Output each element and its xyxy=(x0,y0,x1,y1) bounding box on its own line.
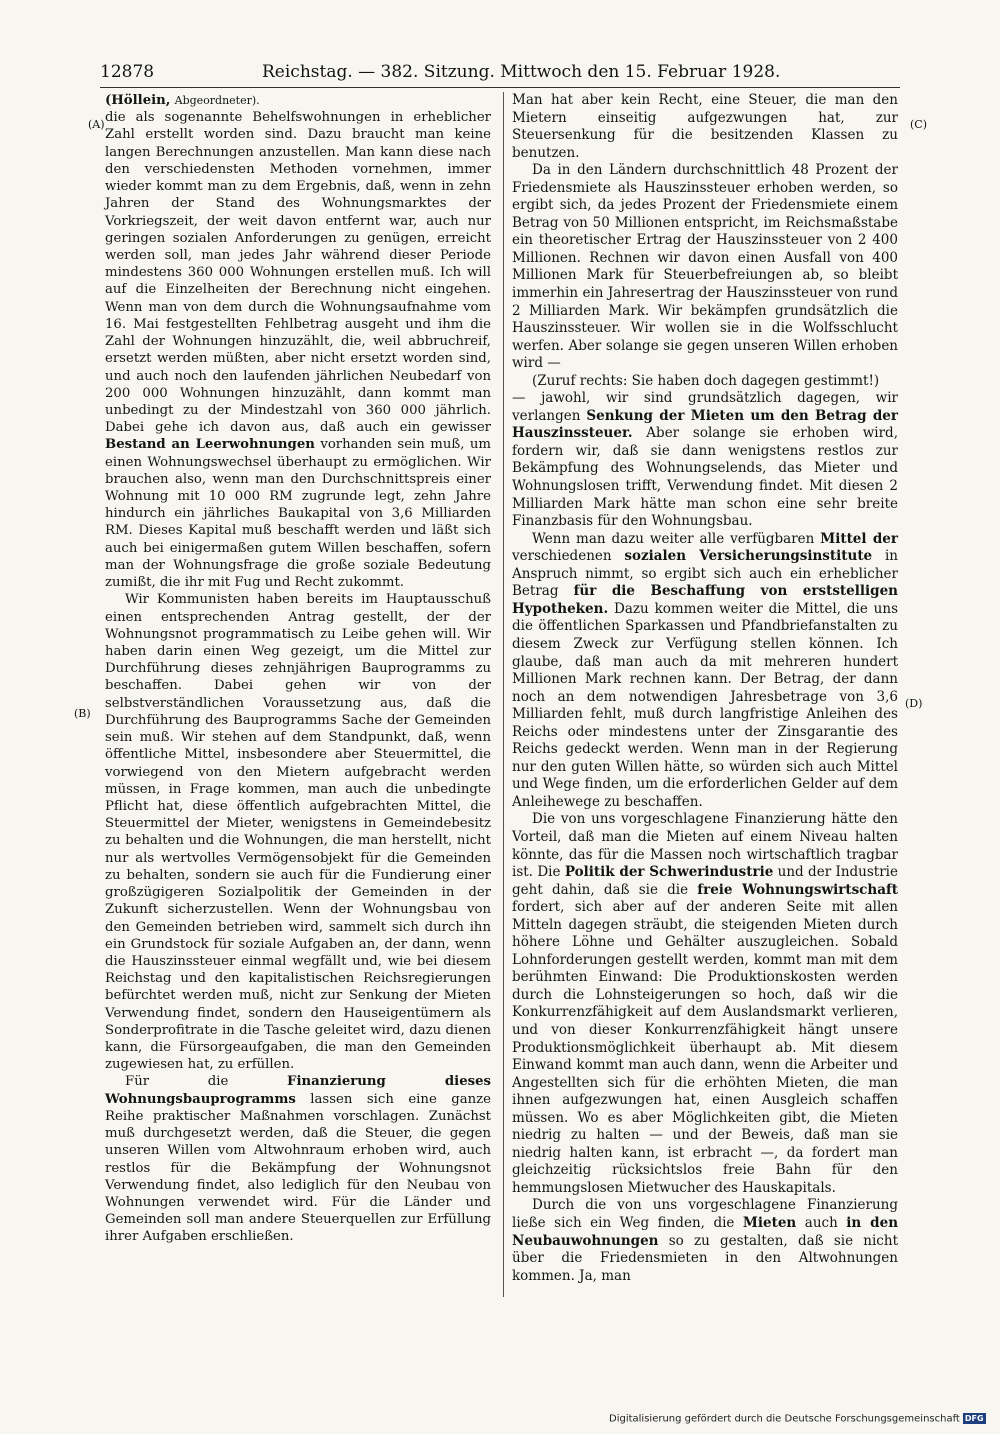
text-span: Dazu kommen weiter die Mittel, die uns die öffentlichen Sparkassen und Pfandbriefanstalten zu diesem Zweck zur Verfügung stellen können. Ich glaube, daß man auch da mit mehreren hundert Millionen Mark rechnen kann. Der Betrag, der dann noch an dem notwendigen Jahresbetrage von 3,6 Milliarden fehlt, muß durch langfristige Anleihen des Reichs oder mindestens unter der Zinsgarantie des Reichs gedeckt werden. Wenn man in der Regierung nur den guten Willen hätte, so würden sich auch Mittel und Wege finden, um die erforderlichen Gelder auf dem Anleihewege zu beschaffen. xyxy=(512,600,899,810)
page-header xyxy=(100,62,900,86)
right-paragraph-4 xyxy=(512,531,898,812)
margin-mark-c: (C) xyxy=(910,118,927,131)
margin-mark-d: (D) xyxy=(905,697,923,710)
speaker-line xyxy=(105,92,491,109)
interjection: (Zuruf rechts: Sie haben doch dagegen gestimmt!) xyxy=(532,372,880,389)
left-paragraph-1 xyxy=(105,109,491,591)
right-paragraph-5 xyxy=(512,811,898,1197)
text-span: Die von uns vorgeschlagene Finanzierung hätte den Vorteil, daß man die Mieten auf einem Niveau halten könnte, das für die Massen noch wirtschaftlich tragbar ist. Die xyxy=(512,811,898,881)
right-column xyxy=(512,92,898,1285)
page-number: 12878 xyxy=(100,62,155,82)
emphasis: Politik der Schwerindustrie xyxy=(564,864,774,881)
emphasis: Mittel der xyxy=(820,530,898,547)
dfg-logo: DFG xyxy=(964,1414,984,1423)
emphasis: Senkung der Mieten um den Betrag der Hauszinssteuer. xyxy=(512,407,898,442)
margin-mark-a: (A) xyxy=(88,118,105,131)
emphasis: in den Neubauwohnungen xyxy=(512,1215,899,1249)
right-paragraph-3 xyxy=(512,390,898,530)
digitization-credit xyxy=(609,1413,986,1425)
column-separator xyxy=(503,92,504,1297)
text-span: die als sogenannte Behelfswohnungen in erheblicher Zahl erstellt worden sind. Dazu braucht man keine langen Berechnungen anzustellen. Man kann diese nach den verschiedensten Methoden vornehmen, immer wieder kommt man zu dem Ergebnis, daß, wenn in zehn Jahren der Stand des Wohnungsmarktes der Vorkriegszeit, der weit davon entfernt war, auch nur geringen sozialen Anforderungen zu genügen, erreicht werden soll, man jedes Jahr während dieser Periode mindestens 360 000 Wohnungen erstellen muß. Ich will auf die Einzelheiten der Berechnung nicht eingehen. Wenn man von dem durch die Wohnungsaufnahme vom 16. Mai festgestellten Fehlbetrag ausgeht und ihm die Zahl der Wohnungen hinzuzählt, die, weil abbruchreif, ersetzt werden müßten, aber nicht ersetzt worden sind, und auch noch den laufenden jährlichen Neubedarf von 200 000 Wohnungen hinzuzählt, dann kommt man unbedingt zu der Mindestzahl von 360 000 jährlich. Dabei gehe ich davon aus, daß auch ein gewisser xyxy=(105,110,491,436)
left-paragraph-2: Wir Kommunisten haben bereits im Hauptausschuß einen entsprechenden Antrag gestellt, der der Wohnungsnot programmatisch zu Leibe gehen will. Wir haben darin einen Weg gezeigt, um die Mittel zur Durchführung dieses zehnjährigen Bauprogramms zu beschaffen. Dabei gehen wir von der selbstverständlichen Voraussetzung aus, daß die Durchführung des Bauprogramms Sache der Gemeinden sein muß. Wir stehen auf dem Standpunkt, daß, wenn öffentliche Mittel, insbesondere aber Steuermittel, die vorwiegend von den Mietern aufgebracht werden müssen, in Frage kommen, man auch die unbedingte Pflicht hat, diese öffentlich aufgebrachten Mittel, die Steuermittel der Mieter, wenigstens in Gemeindebesitz zu behalten und die Wohnungen, die man herstellt, nicht nur als wertvolles Vermögensobjekt für die Gemeinden zu behalten, sondern sie auch für die Fundierung einer großzügigeren Sozialpolitik der Gemeinden in der Zukunft sicherzustellen. Wenn der Wohnungsbau von den Gemeinden betrieben wird, sammelt sich durch ihn ein Grundstock für soziale Aufgaben an, der dann, wenn die Hauszinssteuer einmal wegfällt und, wie bei diesem Reichstag und den kapitalistischen Reichsregierungen befürchtet werden muß, nicht zur Senkung der Mieten Verwendung findet, sondern den Hauseigentümern als Sonderprofitrate in die Tasche geleitet wird, dazu dienen kann, die Fürsorgeaufgaben, die man den Gemeinden zugewiesen hat, zu erfüllen. xyxy=(105,592,491,1073)
margin-mark-b: (B) xyxy=(74,707,91,720)
header-rule xyxy=(100,87,900,88)
text-span: Wenn man dazu weiter alle verfügbaren xyxy=(532,530,815,547)
emphasis: für die Beschaffung von erststelligen Hypotheken. xyxy=(512,583,898,617)
text-span: fordert, sich aber auf der anderen Seite mit allen Mitteln dagegen sträubt, die steigenden Mieten durch höhere Löhne und Gehälter auszugleichen. Sobald Lohnforderungen gestellt werden, kommt man mit dem berühmten Einwand: Die Produktionskosten werden durch die Lohnsteigerungen so hoch, daß wir die Konkurrenzfähigkeit auf dem Auslandsmarkt verlieren, und von dieser Konkurrenzfähigkeit hängt unsere Produktionsmöglichkeit überhaupt ab. Mit diesem Einwand kommt man auch dann, wenn die Arbeiter und Angestellten sich für die erhöhten Mieten, die man ihnen aufgezwungen hat, einen Ausgleich schaffen müssen. Wo es aber Möglichkeiten gibt, die Mieten niedrig zu halten — und der Beweis, daß man sie niedrig halten kann, ist erbracht —, da fordert man gleichzeitig rücksichtslos freie Bahn für den hemmungslosen Mietwucher des Hauskapitals. xyxy=(512,899,898,1196)
text-span: und der Industrie geht dahin, daß sie die xyxy=(512,864,898,898)
right-paragraph-1: Man hat aber kein Recht, eine Steuer, die man den Mietern einseitig aufgezwungen hat, zur Steuersenkung für die besitzenden Klassen zu benutzen. xyxy=(512,92,898,161)
text-span: verschiedenen xyxy=(512,548,612,565)
emphasis: freie Wohnungswirtschaft xyxy=(697,881,898,898)
left-column xyxy=(105,92,491,1246)
text-span: — jawohl, wir sind grundsätzlich dagegen, wir verlangen xyxy=(512,390,898,424)
credit-text: Digitalisierung gefördert durch die Deutsche Forschungsgemeinschaft xyxy=(609,1413,960,1425)
text-span: lassen sich eine ganze Reihe praktischer Maßnahmen vorschlagen. Zunächst muß durchgesetzt werden, daß die Steuer, die gegen unseren Willen vom Altwohnraum erhoben wird, auch restlos für die Bekämpfung der Wohnungsnot Verwendung findet, also lediglich für den Neubau von Wohnungen verwendet wird. Für die Länder und Gemeinden soll man andere Steuerquellen zur Erfüllung ihrer Aufgaben erschließen. xyxy=(105,1091,491,1245)
right-paragraph-2: Da in den Ländern durchschnittlich 48 Prozent der Friedensmiete als Hauszinssteuer erhoben werden, so ergibt sich, da jedes Prozent der Friedensmiete einem Betrag von 50 Millionen entspricht, im Reichsmaßstabe ein theoretischer Ertrag der Hauszinssteuer von 2 400 Millionen. Rechnen wir davon einen Ausfall von 400 Millionen Mark für Steuerbefreiungen ab, so bleibt immerhin ein Jahresertrag der Hauszinssteuer von rund 2 Milliarden Mark. Wir bekämpfen grundsätzlich die Hauszinssteuer. Wir wollen sie in die Wolfsschlucht werfen. Aber solange sie gegen unseren Willen erhoben wird — xyxy=(512,162,898,372)
running-title: Reichstag. — 382. Sitzung. Mittwoch den 15. Februar 1928. xyxy=(262,62,781,82)
text-span: Durch die von uns vorgeschlagene Finanzierung ließe sich ein Weg finden, die xyxy=(512,1197,898,1231)
emphasis: Finanzierung dieses Wohnungsbauprogramms xyxy=(105,1074,491,1107)
text-span: in Anspruch nimmt, so ergibt sich auch ein erheblicher Betrag xyxy=(512,548,898,600)
text-span: vorhanden sein muß, um einen Wohnungswechsel überhaupt zu ermöglichen. Wir brauchen also, wenn man den Durchschnittspreis einer Wohnung mit 10 000 RM zugrunde legt, zehn Jahre hindurch ein jährliches Baukapital von 3,6 Milliarden RM. Dieses Kapital muß beschafft werden und läßt sich auch bei einigermaßen gutem Willen beschaffen, sofern man der Wohnungsfrage die große soziale Bedeutung zumißt, die ihr mit Fug und Recht zukommt. xyxy=(105,437,491,591)
speaker-name: (Höllein, xyxy=(105,93,171,108)
emphasis: Mieten xyxy=(742,1215,797,1231)
right-paragraph-6 xyxy=(512,1197,898,1285)
text-span: so zu gestalten, daß sie nicht über die Friedensmieten in den Altwohnungen kommen. Ja, man xyxy=(512,1232,898,1284)
speaker-role: Abgeordneter). xyxy=(174,94,260,107)
left-paragraph-3 xyxy=(105,1073,491,1245)
text-span: Aber solange sie erhoben wird, fordern wir, daß sie dann wenigstens restlos zur Bekämpfung des Wohnungselends, das Mieter und Wohnungslosen trifft, Verwendung findet. Mit diesen 2 Milliarden Mark hätte man schon eine sehr breite Finanzbasis für den Wohnungsbau. xyxy=(512,425,898,530)
emphasis: Bestand an Leerwohnungen xyxy=(105,437,315,453)
text-span: Für die xyxy=(125,1074,229,1090)
emphasis: sozialen Versicherungsinstitute xyxy=(624,548,873,565)
text-span: auch xyxy=(804,1215,838,1231)
